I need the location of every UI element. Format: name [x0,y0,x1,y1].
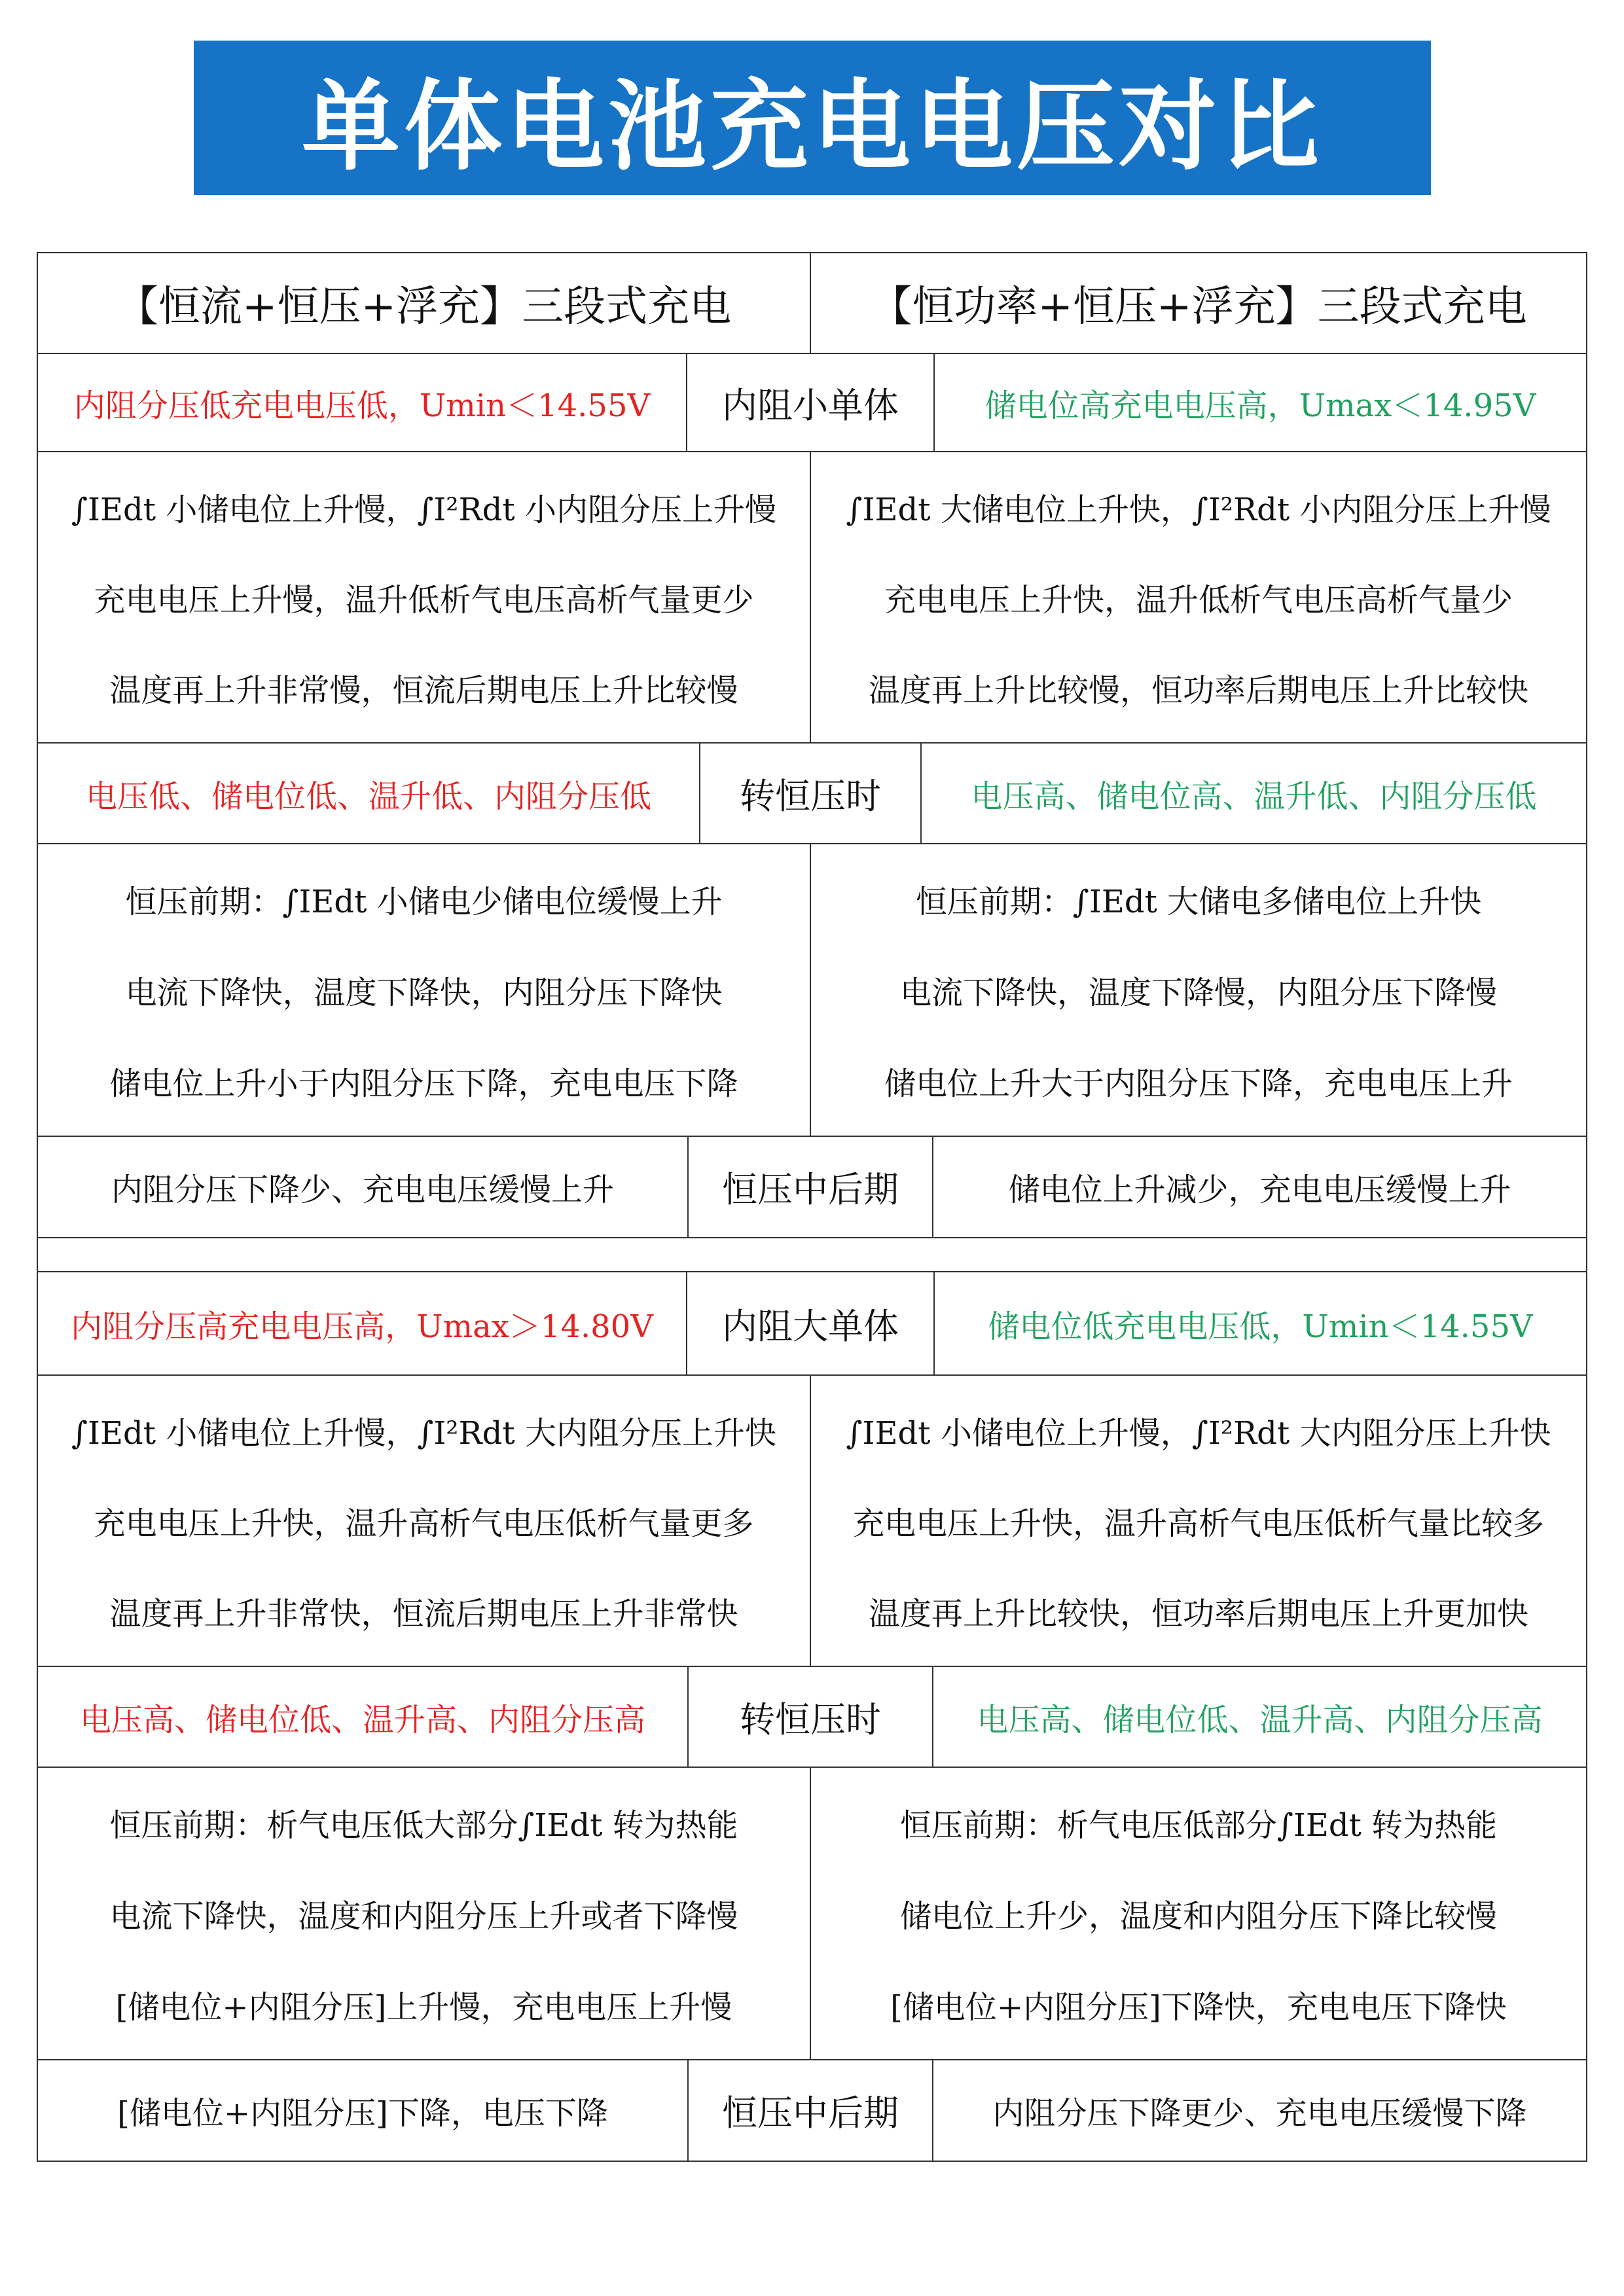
large-cv-late-label: 恒压中后期 [687,2059,933,2162]
text-line: 充电电压上升快，温升高析气电压低析气量更多 [94,1505,754,1542]
text-line: [储电位+内阻分压]上升慢，充电电压上升慢 [115,1989,732,2026]
large-phase1-right [810,1374,1587,1667]
large-phase1-left [37,1374,811,1667]
small-cell-label: 内阻小单体 [686,353,935,452]
header-cp-cv-float: 【恒功率+恒压+浮充】三段式充电 [810,252,1587,354]
small-cv-switch-label: 转恒压时 [699,742,922,844]
large-cv-early-right [810,1767,1587,2060]
text-line: 温度再上升非常快，恒流后期电压上升非常快 [109,1596,738,1633]
text-line: 电流下降快，温度和内阻分压上升或者下降慢 [109,1898,738,1935]
small-cv-late-right: 储电位上升减少，充电电压缓慢上升 [932,1136,1587,1238]
small-phase1-left [37,451,811,744]
section-separator [37,1237,1587,1272]
small-cv-late-label: 恒压中后期 [687,1136,933,1238]
large-cv-late-right: 内阻分压下降更少、充电电压缓慢下降 [932,2059,1587,2162]
large-cell-label: 内阻大单体 [686,1271,935,1376]
text-line: 储电位上升大于内阻分压下降，充电电压上升 [884,1066,1513,1102]
large-summary-left: 内阻分压高充电电压高，Umax＞14.80V [37,1271,687,1376]
small-cv-early-left [37,843,811,1137]
header-cc-cv-float: 【恒流+恒压+浮充】三段式充电 [37,252,811,354]
large-cv-switch-left: 电压高、储电位低、温升高、内阻分压高 [37,1666,689,1768]
small-cv-late-left: 内阻分压下降少、充电电压缓慢上升 [37,1136,689,1238]
text-line: 电流下降快，温度下降快，内阻分压下降快 [125,975,723,1011]
text-line: 充电电压上升快，温升高析气电压低析气量比较多 [852,1505,1544,1542]
large-cv-late-left: [储电位+内阻分压]下降，电压下降 [37,2059,689,2162]
small-phase1-right [810,451,1587,744]
text-line: 温度再上升非常慢，恒流后期电压上升比较慢 [109,672,738,709]
text-line: 储电位上升小于内阻分压下降，充电电压下降 [109,1066,738,1102]
text-line: 电流下降快，温度下降慢，内阻分压下降慢 [899,975,1497,1011]
text-line: 恒压前期：析气电压低大部分∫IEdt 转为热能 [109,1807,738,1844]
large-cv-early-left [37,1767,811,2060]
text-line: 恒压前期：∫IEdt 小储电少储电位缓慢上升 [125,884,723,920]
text-line: 温度再上升比较慢，恒功率后期电压上升比较快 [868,672,1528,709]
text-line: 充电电压上升快，温升低析气电压高析气量少 [884,581,1513,619]
text-line: 恒压前期：析气电压低部分∫IEdt 转为热能 [899,1807,1498,1844]
text-line: 温度再上升比较快，恒功率后期电压上升更加快 [868,1596,1528,1633]
text-line: ∫IEdt 小储电位上升慢，∫I²Rdt 小内阻分压上升慢 [71,491,776,528]
text-line: 充电电压上升慢，温升低析气电压高析气量更少 [94,581,754,619]
text-line: 恒压前期：∫IEdt 大储电多储电位上升快 [915,884,1482,920]
text-line: ∫IEdt 大储电位上升快，∫I²Rdt 小内阻分压上升慢 [846,491,1551,528]
small-cv-switch-left: 电压低、储电位低、温升低、内阻分压低 [37,742,700,844]
small-cv-early-right [810,843,1587,1137]
text-line: 储电位上升少，温度和内阻分压下降比较慢 [899,1898,1497,1935]
text-line: ∫IEdt 小储电位上升慢，∫I²Rdt 大内阻分压上升快 [846,1414,1551,1452]
title-banner [194,41,1431,195]
small-summary-right: 储电位高充电电压高，Umax＜14.95V [933,353,1587,452]
page-title: 单体电池充电电压对比 [301,70,1323,184]
small-summary-left: 内阻分压低充电电压低，Umin＜14.55V [37,353,687,452]
large-cv-switch-right: 电压高、储电位低、温升高、内阻分压高 [932,1666,1587,1768]
text-line: [储电位+内阻分压]下降快，充电电压下降快 [890,1989,1507,2026]
large-cv-switch-label: 转恒压时 [687,1666,933,1768]
large-summary-right: 储电位低充电电压低，Umin＜14.55V [933,1271,1587,1376]
small-cv-switch-right: 电压高、储电位高、温升低、内阻分压低 [920,742,1587,844]
text-line: ∫IEdt 小储电位上升慢，∫I²Rdt 大内阻分压上升快 [71,1414,776,1452]
